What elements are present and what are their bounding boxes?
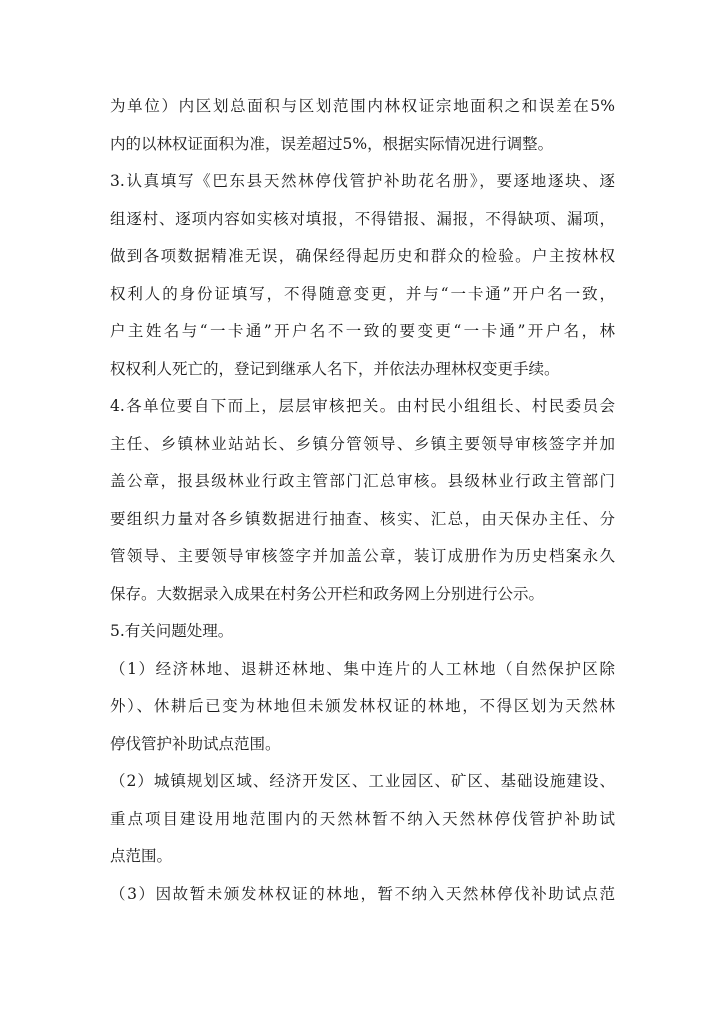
- text-line: 外）、休耕后已变为林地但未颁发林权证的林地，不得区划为天然林: [110, 697, 615, 715]
- text-line: 内的以林权证面积为准，误差超过5%，根据实际情况进行调整。: [110, 134, 554, 153]
- text-line: 管领导、主要领导审核签字并加盖公章，装订成册作为历史档案永久: [110, 547, 615, 565]
- text-line: 3.认真填写《巴东县天然林停伐管护补助花名册》，要逐地逐块、逐: [110, 172, 615, 190]
- text-line: 为单位）内区划总面积与区划范围内林权证宗地面积之和误差在5%: [110, 97, 615, 115]
- text-line: （2）城镇规划区域、经济开发区、工业园区、矿区、基础设施建设、: [110, 772, 615, 790]
- text-line: 权利人的身份证填写，不得随意变更，并与“一卡通”开户名一致，: [110, 284, 615, 303]
- text-line: 户主姓名与“一卡通”开户名不一致的要变更“一卡通”开户名，林: [110, 322, 615, 340]
- text-line: 重点项目建设用地范围内的天然林暂不纳入天然林停伐管护补助试: [110, 809, 615, 828]
- text-line: 4.各单位要自下而上，层层审核把关。由村民小组组长、村民委员会: [110, 397, 615, 415]
- document-body: [110, 88, 615, 913]
- text-line: 盖公章，报县级林业行政主管部门汇总审核。县级林业行政主管部门: [110, 472, 615, 490]
- text-line: 要组织力量对各乡镇数据进行抽查、核实、汇总，由天保办主任、分: [110, 509, 615, 528]
- text-line: 停伐管护补助试点范围。: [110, 734, 281, 753]
- text-line: （3）因故暂未颁发林权证的林地，暂不纳入天然林停伐补助试点范: [110, 884, 615, 903]
- text-line: 做到各项数据精准无误，确保经得起历史和群众的检验。户主按林权: [110, 247, 615, 265]
- text-line: 主任、乡镇林业站站长、乡镇分管领导、乡镇主要领导审核签字并加: [110, 434, 615, 453]
- text-line: 组逐村、逐项内容如实核对填报，不得错报、漏报，不得缺项、漏项，: [110, 209, 615, 228]
- section-heading: 5.有关问题处理。: [110, 622, 234, 640]
- text-line: 权权利人死亡的，登记到继承人名下，并依法办理林权变更手续。: [110, 359, 560, 378]
- text-line: 点范围。: [110, 847, 173, 865]
- text-line: （1）经济林地、退耕还林地、集中连片的人工林地（自然保护区除: [110, 659, 615, 678]
- text-line: 保存。大数据录入成果在村务公开栏和政务网上分别进行公示。: [110, 584, 545, 603]
